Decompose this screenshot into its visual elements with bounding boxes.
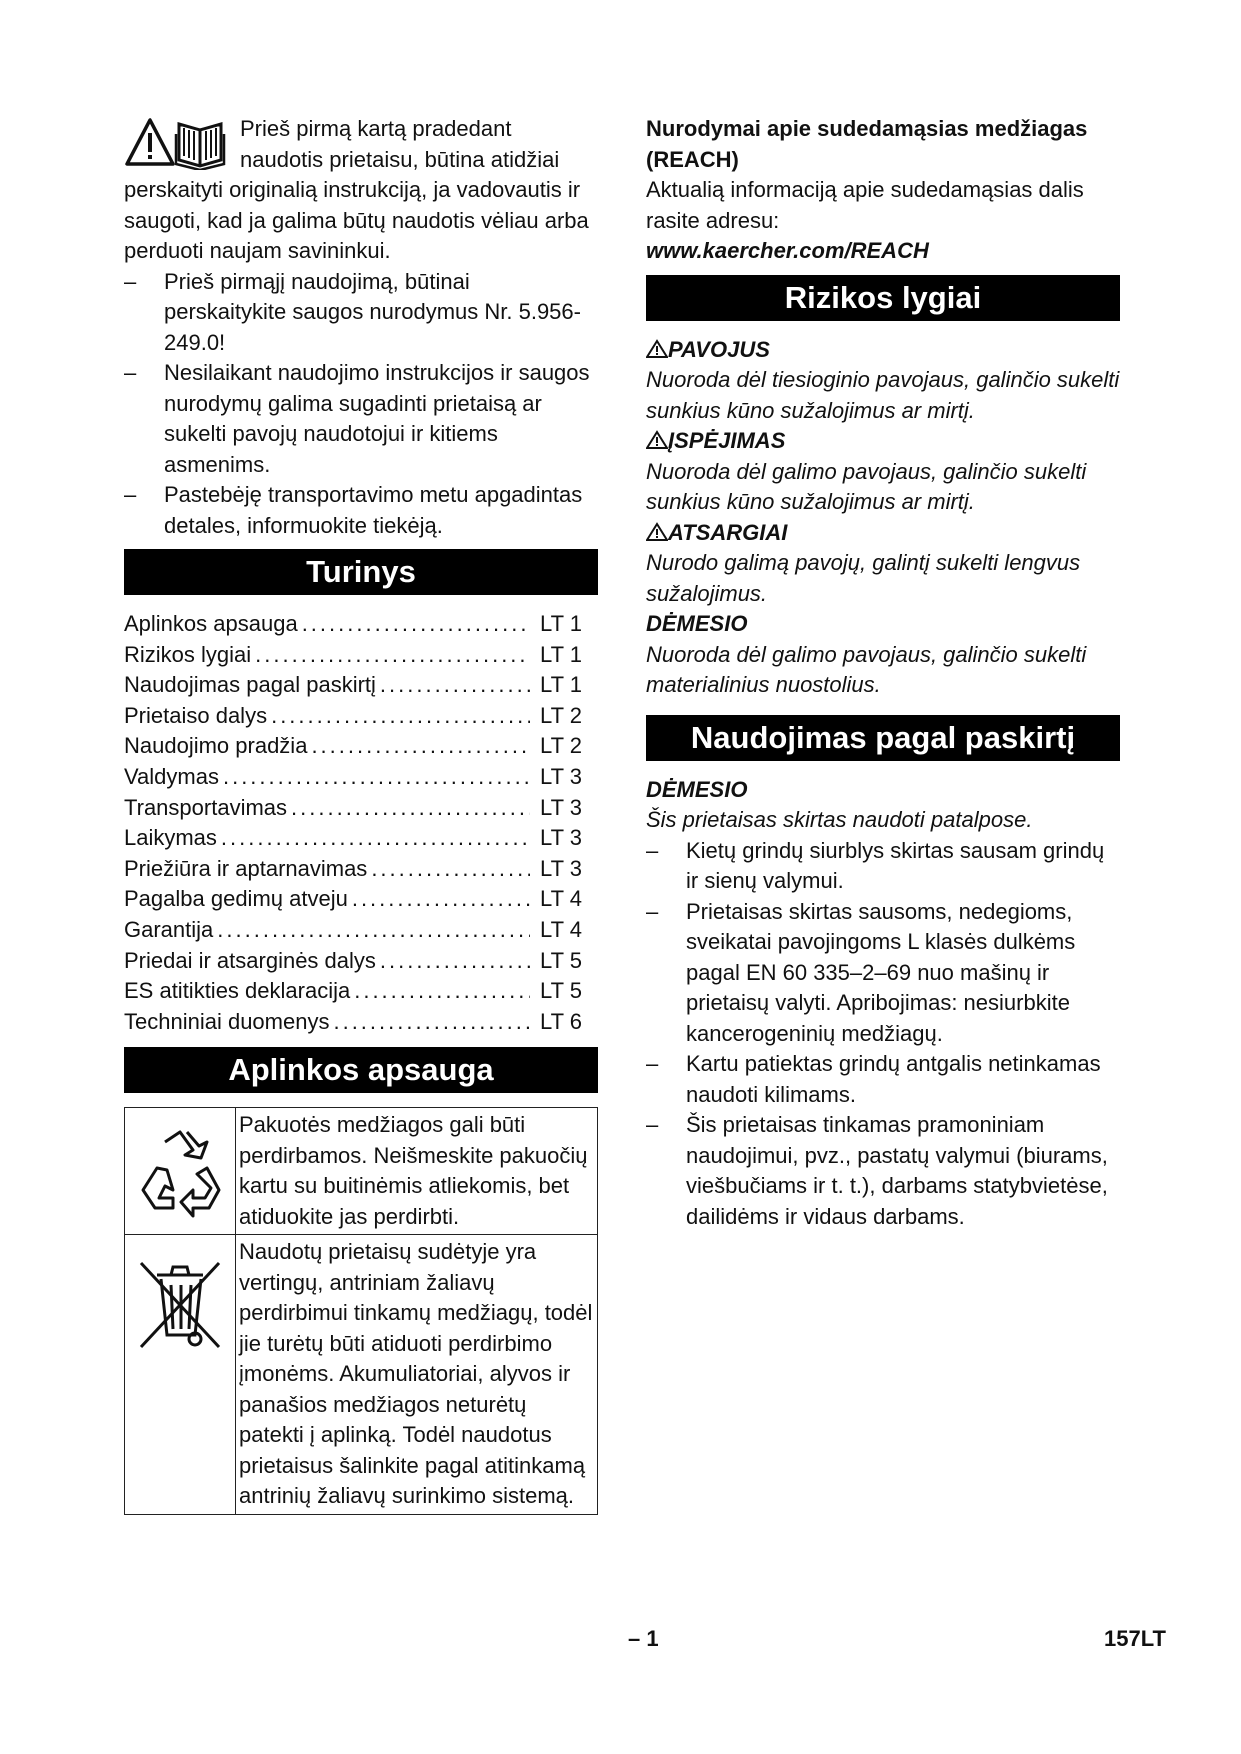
toc-label: Naudojimo pradžia (124, 733, 308, 759)
toc-page: LT 6 (540, 1008, 582, 1034)
crossed-bin-icon (125, 1235, 236, 1515)
toc-label: Priedai ir atsarginės dalys (124, 947, 376, 973)
toc-row[interactable] (124, 823, 598, 854)
list-item: – Prietaisas skirtas sausoms, nedegioms, sveikatai pavojingoms L klasės dulkėms pagal EN 60 335–2–69 nuo mašinų ir prietaisų valyti. Apribojimas: nesiurbkite kancerogeninių medžiagų. (646, 897, 1120, 1050)
toc-row[interactable] (124, 854, 598, 885)
list-item: – Kartu patiektas grindų antgalis netinkamas naudoti kilimams. (646, 1049, 1120, 1110)
left-column (124, 114, 598, 1515)
risk-level-text: Nuoroda dėl galimo pavojaus, galinčio sukelti materialinius nuostolius. (646, 641, 1087, 697)
toc-label: Laikymas (124, 825, 217, 851)
toc-page: LT 3 (540, 825, 582, 851)
toc-row[interactable] (124, 976, 598, 1007)
toc-row[interactable] (124, 762, 598, 793)
right-column (646, 114, 1120, 1232)
toc-label: Garantija (124, 916, 214, 942)
page-code: 157LT (1104, 1626, 1166, 1651)
risk-level-title: DĖMESIO (646, 611, 748, 636)
toc-row[interactable] (124, 731, 598, 762)
list-item: – Nesilaikant naudojimo instrukcijos ir saugos nurodymų galima sugadinti prietaisą ar sukelti pavojų naudotojui ir kitiems asmenims. (124, 358, 598, 480)
toc-row[interactable] (124, 1007, 598, 1038)
page-number: – 1 (628, 1626, 659, 1651)
toc-page: LT 5 (540, 947, 582, 973)
toc-row[interactable] (124, 915, 598, 946)
toc-row[interactable] (124, 946, 598, 977)
intended-use-heading: Naudojimas pagal paskirtį (646, 715, 1120, 761)
toc-row[interactable] (124, 884, 598, 915)
risk-level-text: Nuoroda dėl tiesioginio pavojaus, galinčio sukelti sunkius kūno sužalojimus ar mirtį. (646, 367, 1120, 423)
toc-page: LT 4 (540, 886, 582, 912)
toc-label: Pagalba gedimų atveju (124, 886, 348, 912)
toc-page: LT 5 (540, 978, 582, 1004)
toc-page: LT 4 (540, 916, 582, 942)
risk-level-text: Nurodo galimą pavojų, galintį sukelti lengvus sužalojimus. (646, 550, 1081, 606)
risk-level-text: Nuoroda dėl galimo pavojaus, galinčio sukelti sunkius kūno sužalojimus ar mirtį. (646, 458, 1087, 514)
reach-link[interactable]: www.kaercher.com/REACH (646, 238, 929, 263)
toc-page: LT 2 (540, 702, 582, 728)
toc-label: Prietaiso dalys (124, 702, 268, 728)
environment-devices-text: Naudotų prietaisų sudėtyje yra vertingų, antriniam žaliavų perdirbimui tinkamų medžiagų, todėl jie turėtų būti atiduoti perdirbimo įmonėms. Akumuliatoriai, alyvos ir panašios medžiagos neturėtų patekti į aplinką. Todėl naudotus prietaisus šalinkite pagal atitinkamą antrinių žaliavų surinkimo sistemą. (236, 1235, 598, 1515)
risk-levels-list (646, 335, 1120, 701)
environment-table (124, 1107, 598, 1515)
intro-paragraph: Prieš pirmą kartą pradedant naudotis prietaisu, būtina atidžiai perskaityti originalią instrukciją, ja vadovautis ir saugoti, kad ja galima būtų naudotis vėliau arba perduoti naujam savininkui. (124, 116, 589, 263)
warning-triangle-icon (646, 522, 668, 542)
toc-page: LT 3 (540, 855, 582, 881)
toc-page: LT 3 (540, 763, 582, 789)
risk-level-title: ĮSPĖJIMAS (646, 426, 1120, 457)
list-item: – Prieš pirmąjį naudojimą, būtinai perskaitykite saugos nurodymus Nr. 5.956-249.0! (124, 267, 598, 359)
toc-label: Transportavimas (124, 794, 288, 820)
reach-title: Nurodymai apie sudedamąsias medžiagas (REACH) (646, 116, 1088, 172)
environment-packaging-text: Pakuotės medžiagos gali būti perdirbamos. Neišmeskite pakuočių kartu su buitinėmis atliekomis, bet atiduokite jas perdirbti. (236, 1108, 598, 1235)
risk-levels-heading: Rizikos lygiai (646, 275, 1120, 321)
list-item: – Kietų grindų siurblys skirtas sausam grindų ir sienų valymui. (646, 836, 1120, 897)
toc-page: LT 1 (540, 641, 582, 667)
toc-label: Naudojimas pagal paskirtį (124, 672, 376, 698)
intended-use-list (646, 836, 1120, 1233)
toc-row[interactable] (124, 670, 598, 701)
toc-label: Techniniai duomenys (124, 1008, 330, 1034)
toc-row[interactable] (124, 793, 598, 824)
reach-text: Aktualią informaciją apie sudedamąsias dalis rasite adresu: (646, 177, 1084, 233)
toc-label: ES atitikties deklaracija (124, 978, 351, 1004)
list-item: – Šis prietaisas tinkamas pramoniniam naudojimui, pvz., pastatų valymui (biurams, viešbučiams ir t. t.), darbams statybvietėse, dailidėms ir vidaus darbams. (646, 1110, 1120, 1232)
risk-level-title: ATSARGIAI (646, 518, 1120, 549)
toc-label: Rizikos lygiai (124, 641, 252, 667)
recycle-icon (125, 1108, 236, 1235)
table-row (125, 1108, 598, 1235)
toc-row[interactable] (124, 701, 598, 732)
table-row (125, 1235, 598, 1515)
intro-section (124, 114, 598, 267)
intro-bullet-list (124, 267, 598, 542)
notice-text: Šis prietaisas skirtas naudoti patalpose. (646, 807, 1033, 832)
warning-triangle-icon (646, 430, 668, 450)
notice-title: DĖMESIO (646, 776, 748, 802)
toc-heading: Turinys (124, 549, 598, 595)
toc-page: LT 2 (540, 733, 582, 759)
table-of-contents (124, 609, 598, 1037)
list-item: – Pastebėję transportavimo metu apgadintas detales, informuokite tiekėją. (124, 480, 598, 541)
toc-label: Priežiūra ir aptarnavimas (124, 855, 368, 881)
toc-label: Aplinkos apsauga (124, 611, 298, 636)
risk-level-title: PAVOJUS (646, 335, 1120, 366)
toc-page: LT 1 (540, 611, 582, 636)
toc-row[interactable] (124, 609, 598, 640)
environment-heading: Aplinkos apsauga (124, 1047, 598, 1093)
toc-row[interactable] (124, 640, 598, 671)
toc-page: LT 3 (540, 794, 582, 820)
warning-triangle-icon (646, 339, 668, 359)
toc-label: Valdymas (124, 763, 219, 789)
warning-read-manual-icon (124, 114, 232, 172)
toc-page: LT 1 (540, 672, 582, 698)
